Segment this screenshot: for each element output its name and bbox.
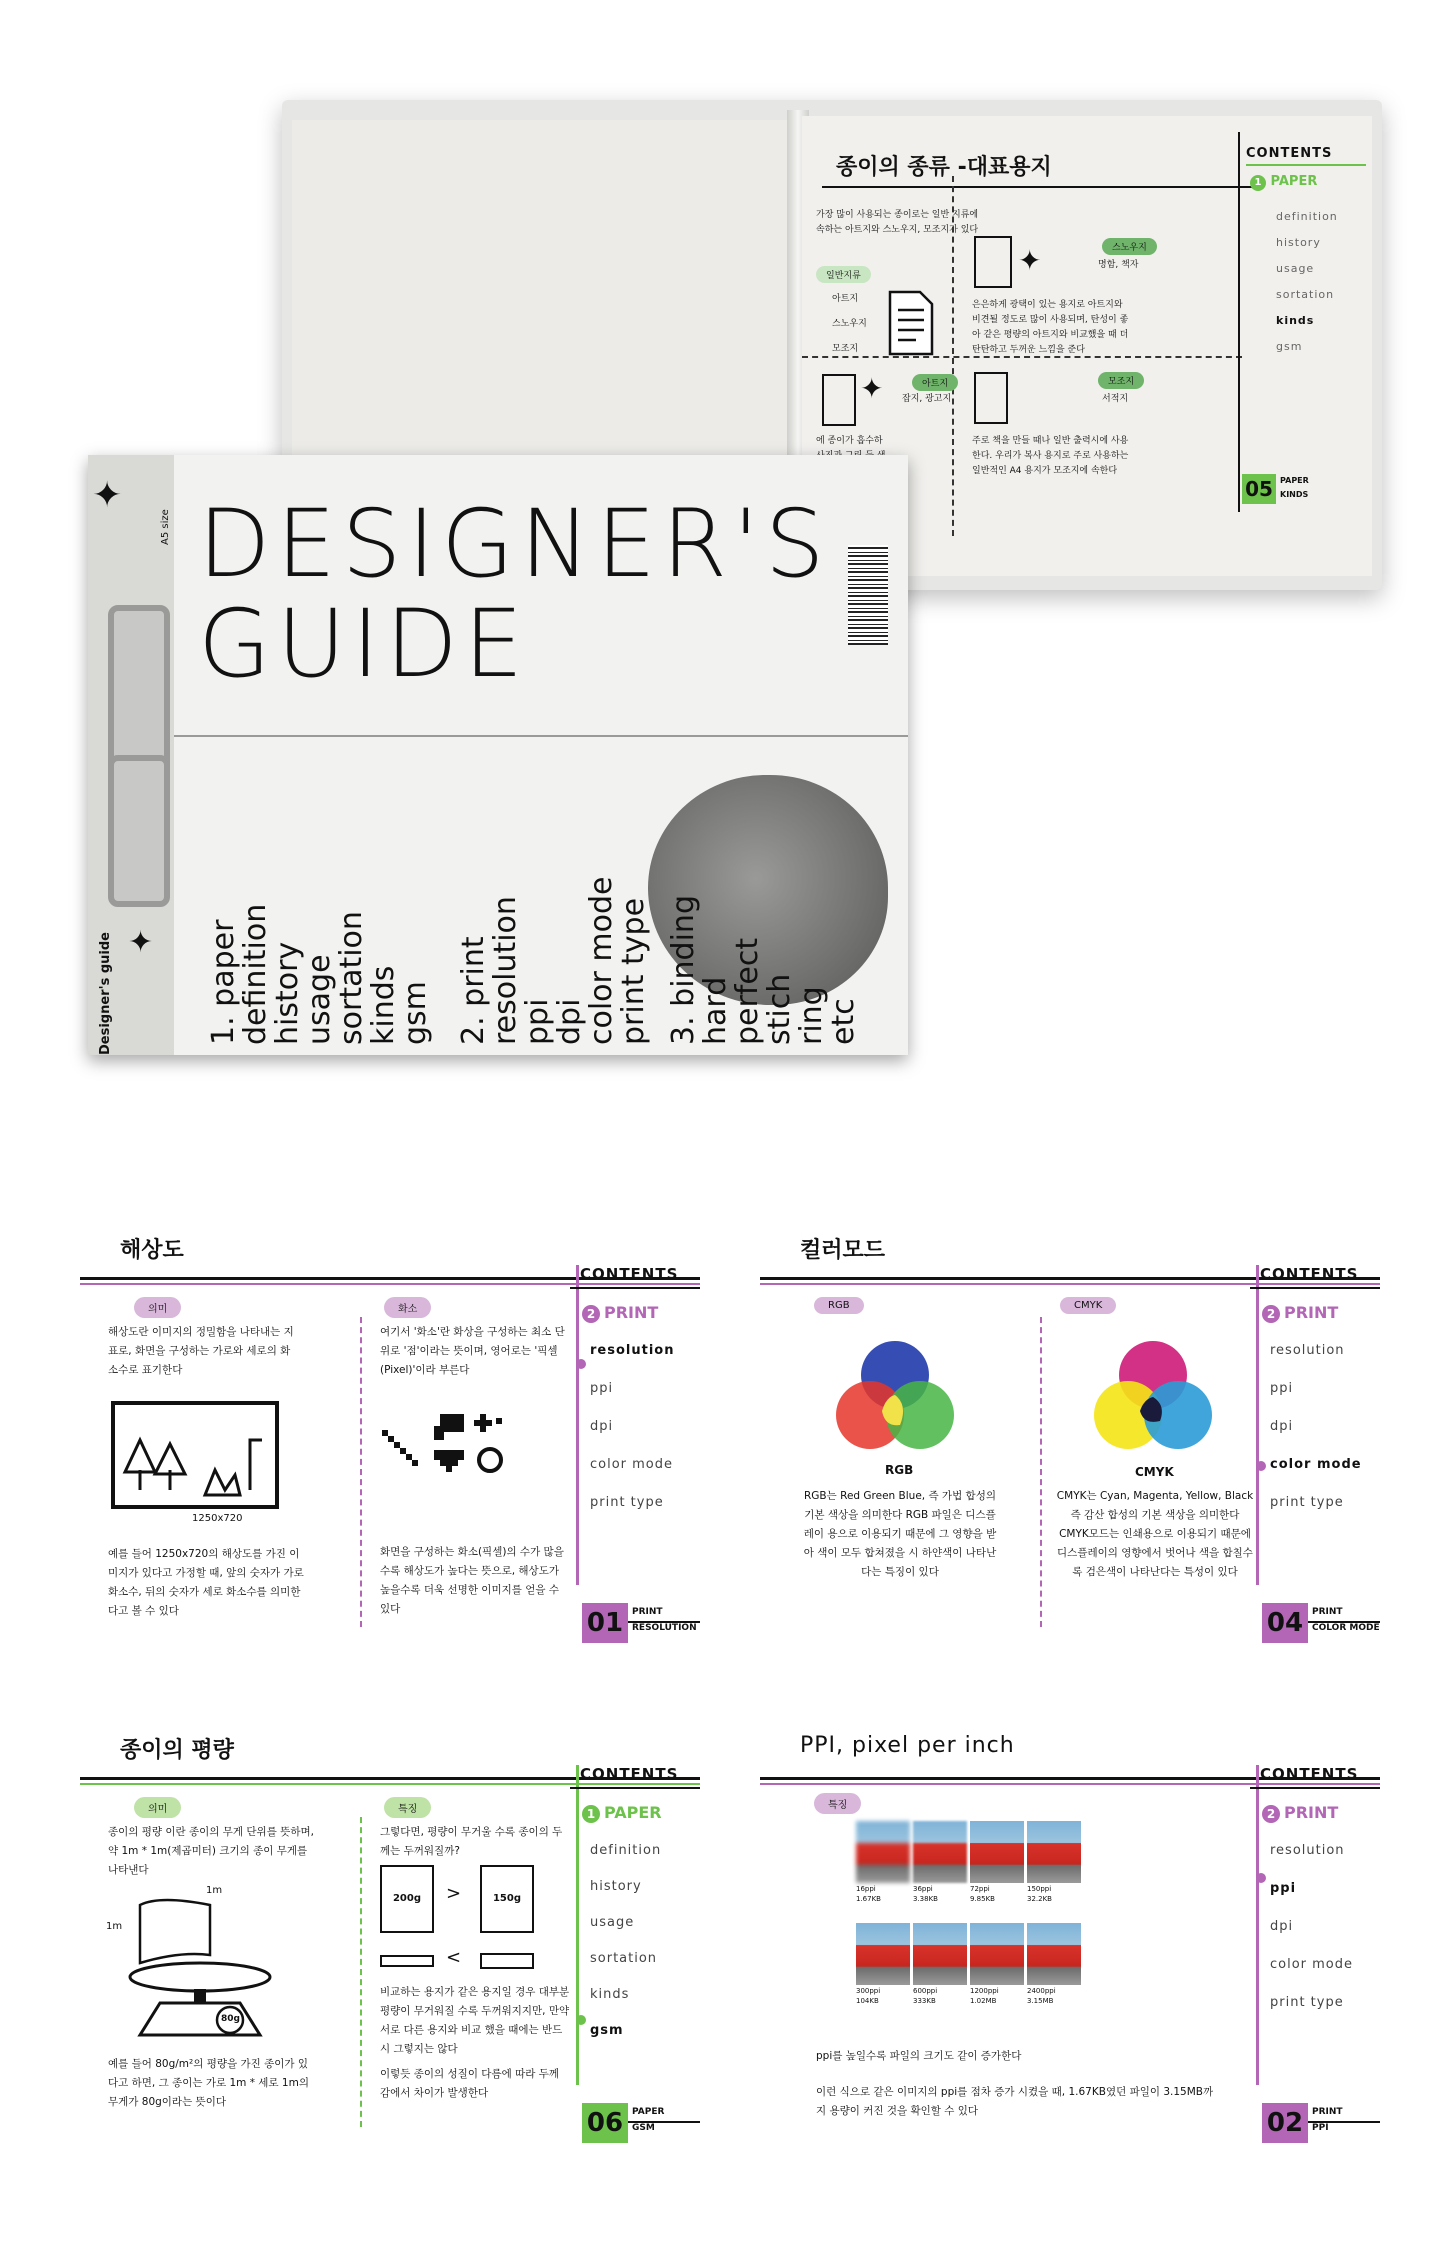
intro-text: 가장 많이 사용되는 종이로는 일반 지류에 속하는 아트지와 스노우지, 모조지가 있다	[816, 210, 979, 235]
paper-sample-icon	[974, 372, 1008, 424]
body-text: CMYK는 Cyan, Magenta, Yellow, Black 즉 감산 합성의 기본 색상을 의미한다 CMYK모드는 인쇄용으로 이용되기 때문에 디스플레이의 영향에서 벗어나 색을 합칠수록 검은색이 나타난다는 특성이 있다	[1056, 1490, 1254, 1578]
file-size: 1.67KB	[856, 1895, 881, 1903]
ppi-thumbnail	[913, 1923, 967, 2015]
contents-heading: CONTENTS	[1246, 146, 1333, 161]
barcode	[848, 545, 888, 645]
contents-item: sortation	[1276, 288, 1335, 301]
title-rule-accent	[80, 1283, 700, 1285]
general-items: 아트지 스노우지 모조지	[832, 294, 867, 354]
contents-item: color mode	[590, 1457, 674, 1472]
body-text: 이렇듯 종이의 성질이 다름에 따라 두께 감에서 차이가 발생한다	[380, 2068, 559, 2099]
footer-label: PAPER	[1280, 476, 1309, 485]
contents-rule	[1246, 164, 1366, 166]
file-size: 104KB	[856, 1997, 879, 2005]
file-size: 3.15MB	[1027, 1997, 1054, 2005]
contents-item-active: resolution	[590, 1343, 675, 1358]
moz-caption: 서적지	[1102, 394, 1129, 404]
contents-item: sortation	[590, 1951, 658, 1966]
page-title: 컬러모드	[800, 1238, 886, 1263]
sparkle-icon: ✦	[1018, 244, 1042, 277]
car-image	[913, 1821, 967, 1883]
contents-heading: CONTENTS	[580, 1265, 679, 1283]
ppi-value: 2400ppi	[1027, 1987, 1056, 1995]
page-number: 05	[1242, 474, 1276, 504]
image-caption: 1250x720	[192, 1513, 243, 1524]
contents-item: definition	[590, 1843, 662, 1858]
paper-sample-icon	[822, 374, 856, 426]
body-text: 예를 들어 1250x720의 해상도를 가진 이미지가 있다고 가정할 때, 앞의 숫자가 가로 화소수, 뒤의 숫자가 세로 화소수를 의미한다고 볼 수 있다	[108, 1548, 304, 1617]
contents-item-active: kinds	[1276, 314, 1315, 327]
file-size: 333KB	[913, 1997, 936, 2005]
spread-ppi	[760, 1725, 1380, 2155]
ppi-thumbnail	[1027, 1923, 1081, 2015]
art-text: 에 종이가 흡수하	[816, 436, 883, 446]
car-image	[913, 1923, 967, 1985]
cover-title: DESIGNER'S GUIDE	[198, 490, 831, 699]
thin-paper-bar	[380, 1955, 434, 1967]
contents-heading: CONTENTS	[1260, 1765, 1359, 1783]
ppi-thumbnail	[970, 1923, 1024, 2015]
contents-item: ppi	[590, 1381, 614, 1396]
car-image	[970, 1923, 1024, 1985]
spread-resolution	[80, 1225, 700, 1655]
art-tag: 아트지	[912, 374, 958, 391]
cmyk-venn-diagram	[1078, 1325, 1228, 1475]
contents-item: dpi	[1270, 1919, 1294, 1934]
ppi-thumbnail	[913, 1821, 967, 1913]
title-rule-accent	[760, 1783, 1380, 1785]
landscape-pixel-icon	[110, 1400, 280, 1510]
sparkle-icon: ✦	[860, 372, 884, 405]
ppi-value: 600ppi	[913, 1987, 938, 1995]
contents-item: ppi	[1270, 1381, 1294, 1396]
contents-item: color mode	[1270, 1957, 1354, 1972]
paper-box-150g: 150g	[480, 1865, 534, 1933]
ppi-value: 16ppi	[856, 1885, 876, 1893]
moz-text: 주로 책을 만들 때나 일반 출력시에 사용 한다. 우리가 복사 용지로 주로 사용하는 일반적인 A4 용지가 모조지에 속한다	[972, 436, 1129, 476]
column-divider	[1040, 1317, 1042, 1627]
cmyk-tag: CMYK	[1060, 1297, 1116, 1314]
general-tag: 일반지류	[816, 266, 871, 283]
rgb-tag: RGB	[814, 1297, 864, 1314]
body-text: 종이의 평량 이란 종이의 무게 단위를 뜻하며, 약 1m * 1m(제곱미터) 크기의 종이 무게를 나타낸다	[108, 1826, 314, 1876]
contents-item: resolution	[1270, 1843, 1345, 1858]
sidebar-line	[1238, 132, 1240, 512]
compare-operator: >	[446, 1883, 462, 1904]
contents-item-active: gsm	[590, 2023, 624, 2038]
cover-list-paper: 1. paper definition history usage sortation kinds gsm	[206, 903, 433, 1045]
contents-item: definition	[1276, 210, 1338, 223]
contents-item: dpi	[590, 1419, 614, 1434]
paper-sample-icon	[974, 236, 1012, 288]
car-image	[856, 1821, 910, 1883]
active-dot	[1256, 1461, 1266, 1471]
rgb-label: RGB	[885, 1463, 914, 1477]
star-icon: ✦	[128, 925, 154, 960]
title-rule-accent	[760, 1283, 1380, 1285]
dimension-label: 1m	[106, 1921, 123, 1932]
body-text: 화면을 구성하는 화소(픽셀)의 수가 많을수록 해상도가 높다는 뜻으로, 해상도가 높을수록 더욱 선명한 이미지를 얻을 수 있다	[380, 1546, 564, 1615]
car-image	[1027, 1821, 1081, 1883]
meaning-tag: 의미	[134, 1297, 181, 1318]
contents-item: gsm	[1276, 340, 1303, 353]
page-footer: 02 PRINT PPI	[1262, 2103, 1380, 2143]
snow-tag: 스노우지	[1102, 238, 1157, 255]
car-image	[856, 1923, 910, 1985]
ppi-value: 36ppi	[913, 1885, 933, 1893]
cover-list-binding: 3. binding hard perfect stich ring etc	[666, 895, 861, 1045]
cmyk-label: CMYK	[1135, 1465, 1174, 1479]
contents-item-active: ppi	[1270, 1881, 1297, 1896]
contents-item: history	[590, 1879, 642, 1894]
file-size: 1.02MB	[970, 1997, 997, 2005]
page-footer: 04 PRINT COLOR MODE	[1262, 1603, 1380, 1643]
contents-rule	[1250, 1787, 1380, 1789]
moz-tag: 모조지	[1098, 372, 1144, 389]
page-title: 종이의 평량	[120, 1738, 234, 1763]
ppi-thumbnail	[856, 1923, 910, 2015]
contents-rule	[1250, 1287, 1380, 1289]
section-label: 2 PRINT	[1262, 1803, 1338, 1823]
car-image	[1027, 1923, 1081, 1985]
scale-value: 80g	[221, 2014, 240, 2024]
sidebar-line	[1256, 1765, 1259, 2085]
feature-tag: 특징	[384, 1797, 431, 1818]
active-dot	[576, 1359, 586, 1369]
rgb-venn-diagram	[820, 1325, 970, 1475]
right-page-title: 종이의 종류 -대표용지	[836, 155, 1052, 180]
contents-item: usage	[590, 1915, 635, 1930]
ppi-value: 72ppi	[970, 1885, 990, 1893]
page-title: PPI, pixel per inch	[800, 1733, 1015, 1758]
footer-label: KINDS	[1280, 490, 1309, 499]
compare-operator: <	[446, 1947, 462, 1968]
page-footer: 01 PRINT RESOLUTION	[582, 1603, 700, 1643]
contents-rule	[570, 1787, 700, 1789]
binder-ring	[108, 755, 170, 907]
contents-item: resolution	[1270, 1343, 1345, 1358]
title-rule	[822, 186, 1252, 188]
contents-item: dpi	[1270, 1419, 1294, 1434]
contents-item: usage	[1276, 262, 1315, 275]
contents-item-active: color mode	[1270, 1457, 1362, 1472]
file-size: 32.2KB	[1027, 1895, 1052, 1903]
scale-with-paper-icon	[120, 1895, 300, 2045]
contents-heading: CONTENTS	[1260, 1265, 1359, 1283]
spine-title: Designer's guide	[98, 932, 113, 1055]
paper-box-200g: 200g	[380, 1865, 434, 1933]
spread-gsm	[80, 1725, 700, 2155]
contents-item: history	[1276, 236, 1321, 249]
body-text: 비교하는 용지가 같은 용지일 경우 대부분 평량이 무거워질 수록 두꺼워지지만, 만약 서로 다른 용지와 비교 했을 때에는 반드시 그렇지는 않다	[380, 1986, 570, 2055]
body-text: ppi를 높일수록 파일의 크기도 같이 증가한다	[816, 2050, 1022, 2062]
book-cover	[88, 455, 908, 1055]
snow-text: 은은하게 광택이 있는 용지로 아트지와 비견될 정도로 많이 사용되며, 탄성이 좋 아 같은 평량의 아트지와 비교했을 때 더 탄탄하고 두꺼운 느낌을 준다	[972, 300, 1129, 355]
title-rule-accent	[80, 1783, 700, 1785]
spread-colormode	[760, 1225, 1380, 1655]
file-size: 9.85KB	[970, 1895, 995, 1903]
ppi-thumbnail	[856, 1821, 910, 1913]
contents-item: print type	[1270, 1495, 1344, 1510]
body-text: RGB는 Red Green Blue, 즉 가법 합성의 기본 색상을 의미한다 RGB 파일은 디스플레이 용으로 이용되기 때문에 그 영향을 받아 색이 모두 합쳐졌을 시 하얀색이 나타난다는 특징이 있다	[803, 1490, 997, 1578]
body-text: 해상도란 이미지의 정밀함을 나타내는 지표로, 화면을 구성하는 가로와 세로의 화소수로 표기한다	[108, 1326, 294, 1376]
ppi-thumbnail	[970, 1821, 1024, 1913]
ppi-value: 1200ppi	[970, 1987, 999, 1995]
pixel-tag: 화소	[384, 1297, 431, 1318]
ppi-thumbnail	[1027, 1821, 1081, 1913]
contents-sidebar	[1246, 146, 1366, 556]
sidebar-line	[1256, 1265, 1259, 1585]
sidebar-line	[576, 1265, 579, 1585]
active-dot	[1256, 1873, 1266, 1883]
section-label: 2 PRINT	[582, 1303, 658, 1323]
body-text: 그렇다면, 평량이 무거울 수록 종이의 두께는 두꺼워질까?	[380, 1826, 563, 1857]
body-text: 여기서 '화소'란 화상을 구성하는 최소 단위로 '점'이라는 뜻이며, 영어로는 '픽셀(Pixel)'이라 부른다	[380, 1326, 565, 1376]
star-icon: ✦	[92, 475, 123, 516]
cover-list-print: 2. print resolution ppi dpi color mode print type	[456, 876, 651, 1045]
column-divider	[360, 1817, 362, 2127]
sidebar-line	[576, 1765, 579, 2085]
body-text: 예를 들어 80g/m²의 평량을 가진 종이가 있다고 하면, 그 종이는 가로 1m * 세로 1m의 무게가 80g이라는 뜻이다	[108, 2058, 309, 2108]
car-image	[970, 1821, 1024, 1883]
size-label: A5 size	[160, 509, 171, 545]
file-size: 3.38KB	[913, 1895, 938, 1903]
contents-item: kinds	[590, 1987, 630, 2002]
meaning-tag: 의미	[134, 1797, 181, 1818]
art-caption: 잡지, 광고지	[902, 394, 952, 404]
contents-heading: CONTENTS	[580, 1765, 679, 1783]
section-label: 1 PAPER	[582, 1803, 662, 1823]
section-label: 1 PAPER	[1250, 174, 1317, 191]
contents-item: print type	[1270, 1995, 1344, 2010]
page-title: 해상도	[120, 1238, 184, 1263]
contents-rule	[570, 1287, 700, 1289]
pixel-art-icon	[380, 1410, 540, 1500]
thick-paper-bar	[480, 1953, 534, 1969]
snow-caption: 명함, 책자	[1098, 260, 1139, 270]
dimension-label: 1m	[206, 1885, 223, 1896]
active-dot	[576, 2015, 586, 2025]
document-icon	[886, 288, 936, 358]
page-footer: 06 PAPER GSM	[582, 2103, 700, 2143]
contents-item: print type	[590, 1495, 664, 1510]
body-text: 이런 식으로 같은 이미지의 ppi를 점차 증가 시켰을 때, 1.67KB였던 파일이 3.15MB까지 용량이 커진 것을 확인할 수 있다	[816, 2086, 1214, 2117]
ppi-value: 300ppi	[856, 1987, 881, 1995]
column-divider	[360, 1317, 362, 1627]
cover-rule	[174, 735, 908, 737]
feature-tag: 특징	[814, 1793, 861, 1814]
ppi-value: 150ppi	[1027, 1885, 1052, 1893]
section-label: 2 PRINT	[1262, 1303, 1338, 1323]
